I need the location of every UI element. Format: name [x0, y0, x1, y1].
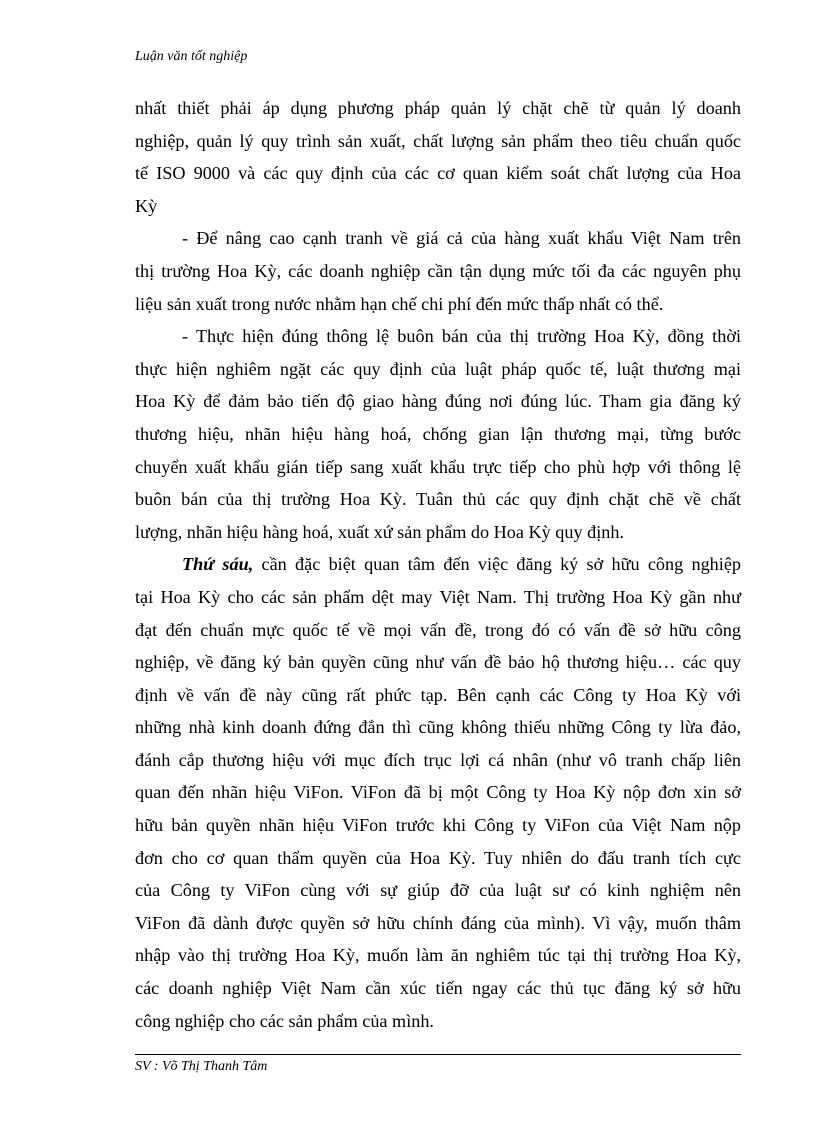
text-line: lượng, nhãn hiệu hàng hoá, xuất xứ sản phẩm do Hoa Kỳ quy định.	[135, 521, 624, 542]
text-line: của Công ty ViFon cùng với sự giúp đỡ của luật sư có kinh nghiệm nên	[135, 880, 741, 901]
footer-divider	[135, 1054, 741, 1055]
text-line: các doanh nghiệp Việt Nam cần xúc tiến ngay các thủ tục đăng ký sở hữu	[135, 978, 741, 999]
document-body	[135, 92, 741, 1037]
text-line: - Thực hiện đúng thông lệ buôn bán của thị trường Hoa Kỳ, đồng thời	[182, 326, 741, 347]
text-line: quan đến nhãn hiệu ViFon. ViFon đã bị một Công ty Hoa Kỳ nộp đơn xin sở	[135, 782, 741, 803]
text-line: nhất thiết phải áp dụng phương pháp quản lý chặt chẽ từ quản lý doanh	[135, 98, 741, 118]
paragraph-3	[135, 320, 741, 548]
paragraph-2	[135, 222, 741, 320]
text-line: buôn bán của thị trường Hoa Kỳ. Tuân thủ các quy định chặt chẽ về chất	[135, 489, 741, 510]
text-line: nghiệp, quản lý quy trình sản xuất, chất lượng sản phẩm theo tiêu chuẩn quốc	[135, 130, 741, 151]
text-line: những nhà kinh doanh đứng đắn thì cũng không thiếu những Công ty lừa đảo,	[135, 717, 741, 738]
text-line: đạt đến chuẩn mực quốc tế về mọi vấn đề, trong đó có vấn đề sở hữu công	[135, 619, 741, 640]
page-header-title: Luận văn tốt nghiệp	[135, 49, 248, 64]
text-line: hữu bản quyền nhãn hiệu ViFon trước khi Công ty ViFon của Việt Nam nộp	[135, 815, 741, 836]
text-line: tại Hoa Kỳ cho các sản phẩm dệt may Việt Nam. Thị trường Hoa Kỳ gần như	[135, 586, 741, 607]
text-line: Hoa Kỳ để đảm bảo tiến độ giao hàng đúng nơi đúng lúc. Tham gia đăng ký	[135, 391, 741, 412]
text-line: thương hiệu, nhãn hiệu hàng hoá, chống gian lận thương mại, từng bước	[135, 423, 741, 444]
paragraph-4	[135, 548, 741, 1037]
page-footer-author: SV : Võ Thị Thanh Tâm	[135, 1059, 268, 1074]
text-line: Kỳ	[135, 195, 158, 216]
text-line	[135, 548, 741, 581]
text-line: đơn cho cơ quan thẩm quyền của Hoa Kỳ. Tuy nhiên do đấu tranh tích cực	[135, 847, 741, 868]
paragraph-first-line-rest: cần đặc biệt quan tâm đến việc đăng ký sở hữu công nghiệp	[253, 554, 741, 575]
text-line: thực hiện nghiêm ngặt các quy định của luật pháp quốc tế, luật thương mại	[135, 358, 741, 379]
text-line: tế ISO 9000 và các quy định của các cơ quan kiểm soát chất lượng của Hoa	[135, 163, 741, 184]
text-line: đánh cắp thương hiệu với mục đích trục lợi cá nhân (như vô tranh chấp liên	[135, 749, 741, 770]
text-line: - Để nâng cao cạnh tranh về giá cả của hàng xuất khẩu Việt Nam trên	[182, 228, 741, 249]
text-line: định về vấn đề này cũng rất phức tạp. Bên cạnh các Công ty Hoa Kỳ với	[135, 684, 741, 705]
paragraph-1	[135, 92, 741, 222]
text-line: thị trường Hoa Kỳ, các doanh nghiệp cần tận dụng mức tối đa các nguyên phụ	[135, 260, 741, 281]
text-line: ViFon đã dành được quyền sở hữu chính đáng của mình). Vì vậy, muốn thâm	[135, 912, 741, 933]
text-line: nghiệp, về đăng ký bản quyền cũng như vấn đề bảo hộ thương hiệu… các quy	[135, 652, 741, 673]
text-line: nhập vào thị trường Hoa Kỳ, muốn làm ăn nghiêm túc tại thị trường Hoa Kỳ,	[135, 945, 741, 966]
paragraph-lead: Thứ sáu,	[182, 554, 254, 575]
text-line: công nghiệp cho các sản phẩm của mình.	[135, 1010, 434, 1031]
text-line: chuyển xuất khẩu gián tiếp sang xuất khẩu trực tiếp cho phù hợp với thông lệ	[135, 456, 741, 477]
text-line: liệu sản xuất trong nước nhằm hạn chế chi phí đến mức thấp nhất có thể.	[135, 293, 664, 314]
